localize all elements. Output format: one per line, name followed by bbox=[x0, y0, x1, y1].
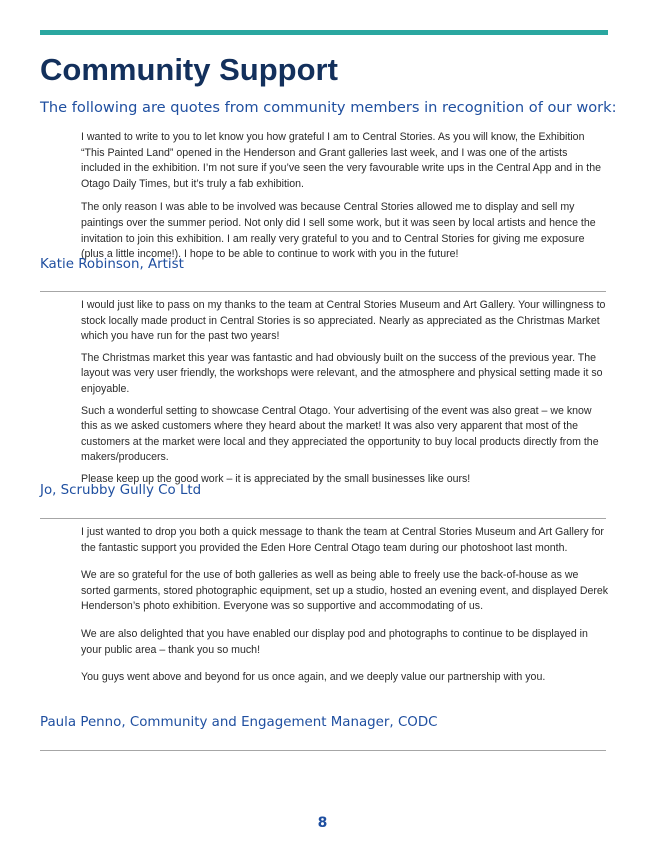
section-divider bbox=[40, 518, 606, 519]
section-divider bbox=[40, 291, 606, 292]
quote-paragraph: We are also delighted that you have enabled our display pod and photographs to continue to be displayed in your public area – thank you so much! bbox=[81, 627, 588, 656]
quote-paragraph: You guys went above and beyond for us once again, and we deeply value our partnership with you. bbox=[81, 671, 546, 684]
top-accent-rule bbox=[40, 30, 608, 35]
section-divider bbox=[40, 750, 606, 751]
testimonial-attribution-1: Katie Robinson, Artist bbox=[40, 257, 184, 272]
page-number: 8 bbox=[317, 815, 328, 831]
testimonial-quote-3 bbox=[81, 525, 609, 686]
page-title: Community Support bbox=[40, 52, 338, 87]
quote-paragraph: I just wanted to drop you both a quick message to thank the team at Central Stories Museum and Art Gallery for the fantastic support you provided the Eden Hore Central Otago team during our photoshoot last month. bbox=[81, 526, 604, 554]
quote-paragraph: The only reason I was able to be involved was because Central Stories allowed me to display and sell my paintings over the summer period. Not only did I sell some work, but it was seen by local artists and hence the invitation to join this exhibition. I am really very grateful to you and to Central Stories for giving me exposure (plus a little income!). I hope to be able to continue to work with you in the future! bbox=[81, 201, 596, 261]
quote-paragraph: The Christmas market this year was fantastic and had obviously built on the success of the previous year. The layout was very user friendly, the workshops were relevant, and the atmosphere and physical setting made it so enjoyable. bbox=[81, 351, 603, 395]
quote-paragraph: Please keep up the good work – it is appreciated by the small businesses like ours! bbox=[81, 472, 471, 485]
testimonial-attribution-2: Jo, Scrubby Gully Co Ltd bbox=[40, 483, 202, 498]
testimonial-quote-1 bbox=[81, 130, 609, 263]
quote-paragraph: We are so grateful for the use of both galleries as well as being able to freely use the back-of-house as we sorted garments, stored photographic equipment, set up a studio, hosted an evening event, and displayed Derek Henderson’s photo exhibition. Everyone was so supportive and accommodating of us. bbox=[81, 569, 609, 613]
intro-text: The following are quotes from community members in recognition of our work: bbox=[40, 99, 617, 116]
quote-paragraph: Such a wonderful setting to showcase Central Otago. Your advertising of the event was also great – we know this as we asked customers where they heard about the market! It was also very apparent that most of the customers at the market were local and they appreciated the opportunity to buy local products directly from the makers/producers. bbox=[81, 404, 599, 464]
testimonial-quote-2 bbox=[81, 298, 609, 488]
quote-paragraph: I would just like to pass on my thanks to the team at Central Stories Museum and Art Gallery. Your willingness to stock locally made product in Central Stories is so appreciated. Nearly as appreciated as the Christmas Market which you have run for the past two years! bbox=[81, 299, 606, 343]
quote-paragraph: I wanted to write to you to let know you how grateful I am to Central Stories. As you will know, the Exhibition “This Painted Land” opened in the Henderson and Grant galleries last week, and I was one of the artists included in the exhibition. I’m not sure if you’ve seen the very favourable write ups in the Central App and in the Otago Daily Times, but it’s truly a fab exhibition. bbox=[81, 131, 601, 190]
testimonial-attribution-3: Paula Penno, Community and Engagement Manager, CODC bbox=[40, 715, 438, 730]
